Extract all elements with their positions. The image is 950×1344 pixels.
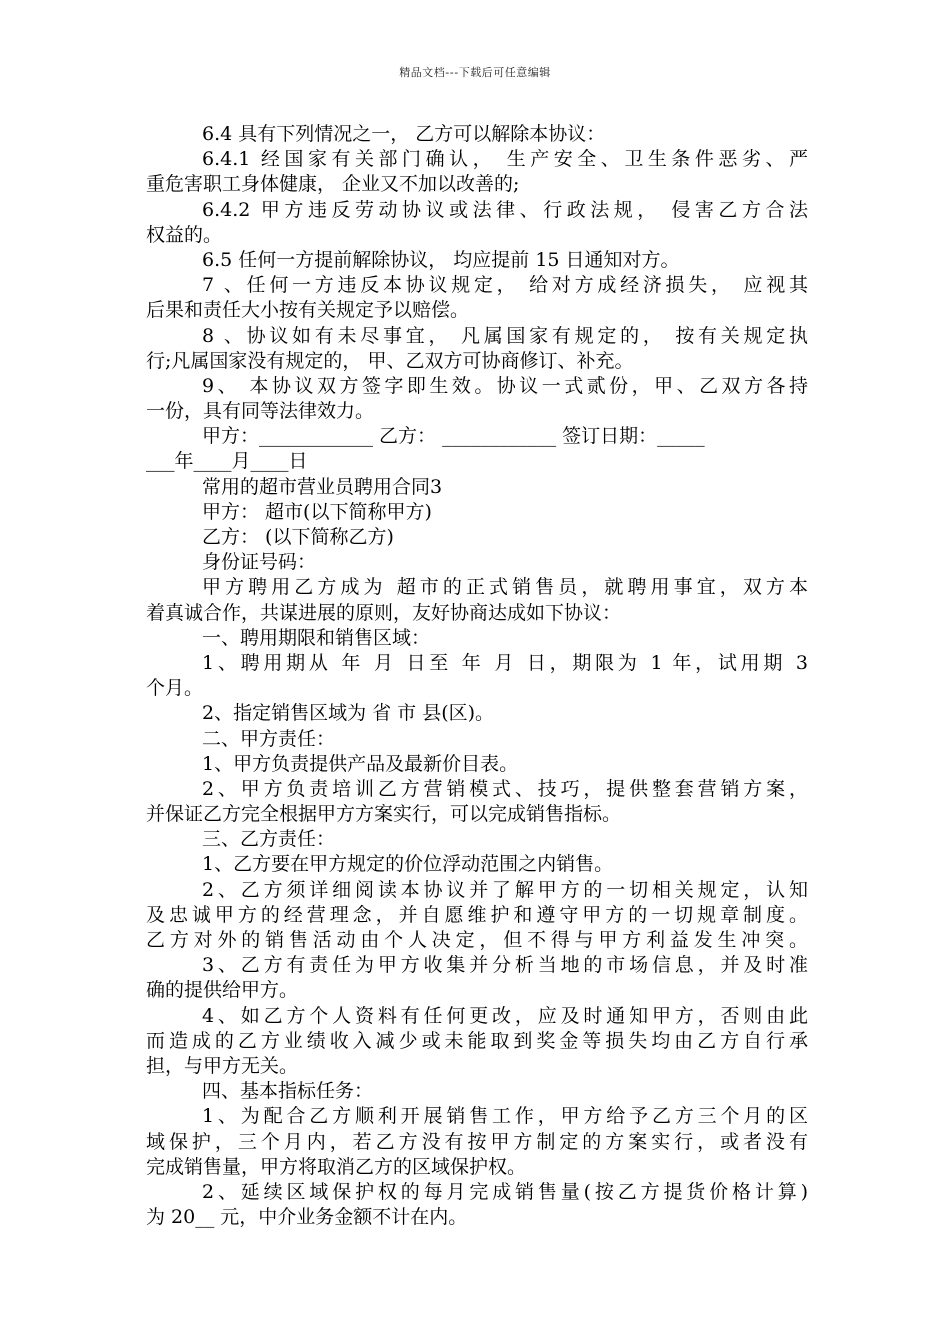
text-line: 甲方：____________ 乙方： ____________ 签订日期：_____ <box>202 425 705 448</box>
text-line: 行;凡属国家没有规定的， 甲、乙双方可协商修订、补充。 <box>146 349 634 372</box>
text-line: 6.5 任何一方提前解除协议， 均应提前 15 日通知对方。 <box>202 248 680 271</box>
text-line: 为 20__ 元，中介业务金额不计在内。 <box>146 1206 468 1229</box>
text-line: 重危害职工身体健康， 企业又不加以改善的; <box>146 173 520 196</box>
page-header: 精品文档---下载后可任意编辑 <box>399 66 551 79</box>
text-line: 2、指定销售区域为 省 市 县(区)。 <box>202 702 495 725</box>
text-line: 1、为配合乙方顺利开展销售工作，甲方给予乙方三个月的区 <box>202 1105 808 1128</box>
text-line: 着真诚合作，共谋进展的原则，友好协商达成如下协议： <box>146 601 622 624</box>
text-line: 完成销售量，甲方将取消乙方的区域保护权。 <box>146 1155 527 1178</box>
text-line: 6.4 具有下列情况之一， 乙方可以解除本协议： <box>202 123 606 145</box>
text-line: 三、乙方责任： <box>202 828 336 851</box>
text-line: 4、如乙方个人资料有任何更改，应及时通知甲方，否则由此 <box>202 1004 808 1027</box>
text-line: 一份，具有同等法律效力。 <box>146 400 375 423</box>
text-line: 1、甲方负责提供产品及最新价目表。 <box>202 752 519 775</box>
text-line: 乙方对外的销售活动由个人决定，但不得与甲方利益发生冲突。 <box>146 929 808 951</box>
text-line: 6.4.1 经国家有关部门确认， 生产安全、卫生条件恶劣、严 <box>202 148 808 171</box>
text-line: 乙方： (以下简称乙方) <box>202 526 394 548</box>
text-line: 身份证号码： <box>202 551 317 574</box>
text-line: 7 、任何一方违反本协议规定， 给对方成经济损失， 应视其 <box>202 274 808 297</box>
text-line: 四、基本指标任务： <box>202 1080 374 1103</box>
text-line: 3、乙方有责任为甲方收集并分析当地的市场信息，并及时准 <box>202 954 808 977</box>
text-line: 个月。 <box>146 677 204 700</box>
text-line: 而造成的乙方业绩收入减少或未能取到奖金等损失均由乙方自行承 <box>146 1029 808 1052</box>
text-line: 甲方聘用乙方成为 超市的正式销售员，就聘用事宜，双方本 <box>202 576 808 599</box>
text-line: 1、聘用期从 年 月 日至 年 月 日，期限为 1 年，试用期 3 <box>202 651 808 674</box>
text-line: 后果和责任大小按有关规定予以赔偿。 <box>146 299 470 322</box>
text-line: 9、 本协议双方签字即生效。协议一式贰份，甲、乙双方各持 <box>202 374 808 397</box>
text-line: 1、乙方要在甲方规定的价位浮动范围之内销售。 <box>202 853 614 876</box>
text-line: 确的提供给甲方。 <box>146 979 299 1002</box>
text-line: 及忠诚甲方的经营理念，并自愿维护和遵守甲方的一切规章制度。 <box>146 903 808 926</box>
text-line: 2、乙方须详细阅读本协议并了解甲方的一切相关规定，认知 <box>202 878 808 901</box>
text-line: 2、延续区域保护权的每月完成销售量(按乙方提货价格计算) <box>202 1180 808 1203</box>
text-line: 担，与甲方无关。 <box>146 1054 299 1077</box>
text-line: 权益的。 <box>146 223 223 246</box>
text-line: 常用的超市营业员聘用合同3 <box>202 475 443 498</box>
text-line: 二、甲方责任： <box>202 727 336 750</box>
document-body <box>146 122 808 1230</box>
text-line: 6.4.2 甲方违反劳动协议或法律、行政法规， 侵害乙方合法 <box>202 198 808 221</box>
text-line: 域保护，三个月内，若乙方没有按甲方制定的方案实行，或者没有 <box>146 1130 808 1153</box>
text-line: ___年____月____日 <box>146 450 308 473</box>
text-line: 2、甲方负责培训乙方营销模式、技巧，提供整套营销方案， <box>202 777 808 800</box>
text-line: 甲方： 超市(以下简称甲方) <box>202 500 432 523</box>
text-line: 一、聘用期限和销售区域： <box>202 626 431 649</box>
text-line: 8 、协议如有未尽事宜， 凡属国家有规定的， 按有关规定执 <box>202 324 808 347</box>
text-line: 并保证乙方完全根据甲方方案实行，可以完成销售指标。 <box>146 803 622 826</box>
